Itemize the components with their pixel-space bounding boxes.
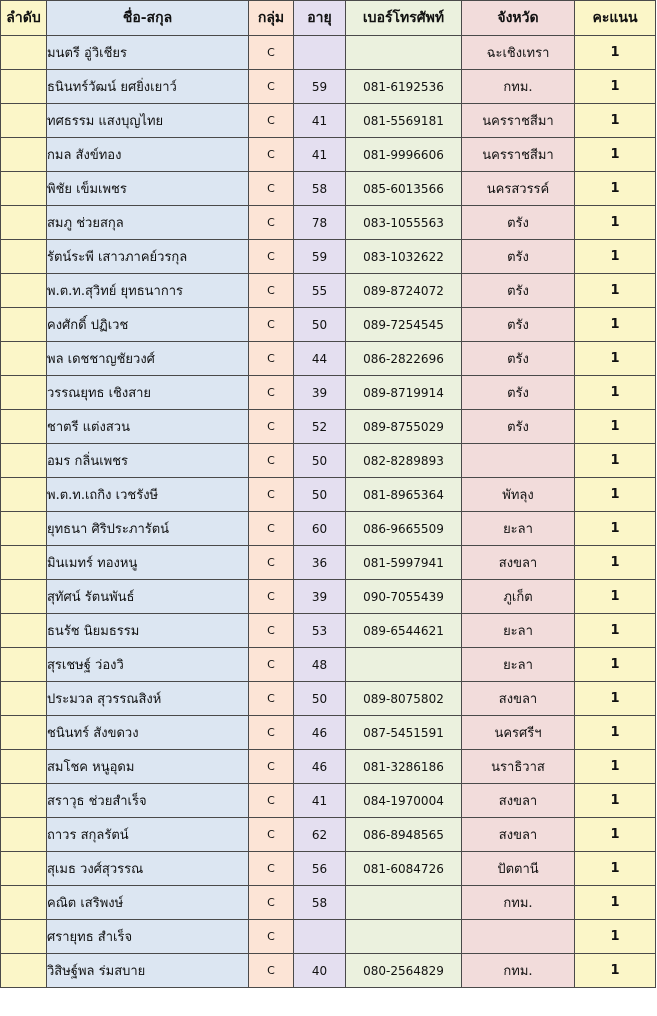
header-phone[interactable]: เบอร์โทรศัพท์ — [346, 1, 462, 36]
cell-phone[interactable]: 085-6013566 — [346, 172, 462, 206]
cell-name[interactable]: กมล สังข์ทอง — [47, 138, 249, 172]
cell-province[interactable]: ยะลา — [462, 648, 575, 682]
cell-no[interactable] — [1, 274, 47, 308]
cell-province[interactable]: สงขลา — [462, 818, 575, 852]
header-row — [1, 1, 656, 36]
cell-name[interactable]: สมภู ช่วยสกุล — [47, 206, 249, 240]
cell-score[interactable]: 1 — [575, 308, 656, 342]
cell-province[interactable]: นครสวรรค์ — [462, 172, 575, 206]
cell-group[interactable]: C — [249, 206, 294, 240]
cell-name[interactable]: คณิต เสริพงษ์ — [47, 886, 249, 920]
cell-name[interactable]: สุทัศน์ รัตนพันธ์ — [47, 580, 249, 614]
cell-no[interactable] — [1, 750, 47, 784]
cell-no[interactable] — [1, 240, 47, 274]
cell-no[interactable] — [1, 410, 47, 444]
header-province[interactable]: จังหวัด — [462, 1, 575, 36]
cell-no[interactable] — [1, 954, 47, 988]
cell-name[interactable]: สมโชค หนูอุดม — [47, 750, 249, 784]
cell-score[interactable]: 1 — [575, 716, 656, 750]
cell-age[interactable]: 48 — [294, 648, 346, 682]
cell-phone[interactable]: 080-2564829 — [346, 954, 462, 988]
cell-age[interactable]: 56 — [294, 852, 346, 886]
cell-age[interactable]: 41 — [294, 138, 346, 172]
cell-province[interactable]: ตรัง — [462, 342, 575, 376]
cell-score[interactable]: 1 — [575, 70, 656, 104]
cell-phone[interactable]: 081-9996606 — [346, 138, 462, 172]
table-row — [1, 852, 656, 886]
table-body — [1, 36, 656, 988]
cell-group[interactable]: C — [249, 478, 294, 512]
cell-age[interactable]: 40 — [294, 954, 346, 988]
header-no[interactable]: ลำดับ — [1, 1, 47, 36]
cell-phone[interactable]: 082-8289893 — [346, 444, 462, 478]
cell-phone[interactable]: 081-6084726 — [346, 852, 462, 886]
cell-province[interactable]: ตรัง — [462, 240, 575, 274]
cell-phone[interactable]: 089-8075802 — [346, 682, 462, 716]
cell-group[interactable]: C — [249, 512, 294, 546]
cell-phone[interactable]: 089-8755029 — [346, 410, 462, 444]
cell-no[interactable] — [1, 444, 47, 478]
cell-province[interactable]: ตรัง — [462, 274, 575, 308]
cell-name[interactable]: ประมวล สุวรรณสิงห์ — [47, 682, 249, 716]
cell-province[interactable]: ตรัง — [462, 206, 575, 240]
table-row — [1, 546, 656, 580]
cell-no[interactable] — [1, 138, 47, 172]
cell-province[interactable]: นครศรีฯ — [462, 716, 575, 750]
cell-age[interactable]: 44 — [294, 342, 346, 376]
cell-no[interactable] — [1, 682, 47, 716]
cell-age[interactable] — [294, 920, 346, 954]
cell-group[interactable]: C — [249, 444, 294, 478]
cell-no[interactable] — [1, 36, 47, 70]
cell-phone[interactable]: 087-5451591 — [346, 716, 462, 750]
cell-group[interactable]: C — [249, 750, 294, 784]
cell-age[interactable]: 41 — [294, 104, 346, 138]
cell-phone[interactable]: 089-7254545 — [346, 308, 462, 342]
table-row — [1, 648, 656, 682]
cell-score[interactable]: 1 — [575, 614, 656, 648]
cell-score[interactable]: 1 — [575, 274, 656, 308]
cell-name[interactable]: พล เดชชาญชัยวงศ์ — [47, 342, 249, 376]
cell-no[interactable] — [1, 716, 47, 750]
cell-no[interactable] — [1, 172, 47, 206]
table-row — [1, 104, 656, 138]
cell-age[interactable]: 39 — [294, 376, 346, 410]
table-row — [1, 342, 656, 376]
cell-phone[interactable] — [346, 648, 462, 682]
cell-no[interactable] — [1, 70, 47, 104]
cell-age[interactable]: 78 — [294, 206, 346, 240]
table-row — [1, 308, 656, 342]
cell-province[interactable]: ตรัง — [462, 308, 575, 342]
cell-score[interactable]: 1 — [575, 920, 656, 954]
table-row — [1, 512, 656, 546]
cell-score[interactable]: 1 — [575, 580, 656, 614]
cell-province[interactable]: กทม. — [462, 954, 575, 988]
cell-group[interactable]: C — [249, 954, 294, 988]
header-name[interactable]: ชื่อ-สกุล — [47, 1, 249, 36]
cell-no[interactable] — [1, 818, 47, 852]
cell-score[interactable]: 1 — [575, 784, 656, 818]
table-row — [1, 172, 656, 206]
cell-age[interactable]: 46 — [294, 750, 346, 784]
cell-no[interactable] — [1, 886, 47, 920]
cell-group[interactable]: C — [249, 410, 294, 444]
table-row — [1, 920, 656, 954]
cell-score[interactable]: 1 — [575, 512, 656, 546]
cell-phone[interactable]: 086-2822696 — [346, 342, 462, 376]
cell-group[interactable]: C — [249, 920, 294, 954]
cell-score[interactable]: 1 — [575, 240, 656, 274]
cell-province[interactable] — [462, 444, 575, 478]
cell-phone[interactable]: 089-6544621 — [346, 614, 462, 648]
cell-score[interactable]: 1 — [575, 342, 656, 376]
cell-group[interactable]: C — [249, 104, 294, 138]
cell-score[interactable]: 1 — [575, 36, 656, 70]
cell-name[interactable]: ธนินทร์วัฒน์ ยศยิ่งเยาว์ — [47, 70, 249, 104]
cell-group[interactable]: C — [249, 138, 294, 172]
cell-group[interactable]: C — [249, 70, 294, 104]
cell-phone[interactable]: 081-5997941 — [346, 546, 462, 580]
cell-score[interactable]: 1 — [575, 376, 656, 410]
cell-province[interactable]: ตรัง — [462, 410, 575, 444]
cell-province[interactable]: ภูเก็ต — [462, 580, 575, 614]
cell-province[interactable]: ฉะเชิงเทรา — [462, 36, 575, 70]
cell-score[interactable]: 1 — [575, 206, 656, 240]
cell-age[interactable]: 62 — [294, 818, 346, 852]
cell-no[interactable] — [1, 512, 47, 546]
cell-age[interactable]: 36 — [294, 546, 346, 580]
cell-province[interactable]: ยะลา — [462, 614, 575, 648]
cell-name[interactable]: มินเมทร์ ทองหนู — [47, 546, 249, 580]
table-row — [1, 682, 656, 716]
cell-name[interactable]: อมร กลิ่นเพชร — [47, 444, 249, 478]
cell-name[interactable]: ชนินทร์ สังขดวง — [47, 716, 249, 750]
cell-age[interactable]: 59 — [294, 240, 346, 274]
header-age[interactable]: อายุ — [294, 1, 346, 36]
cell-province[interactable]: นครราชสีมา — [462, 104, 575, 138]
table-row — [1, 138, 656, 172]
table-row — [1, 750, 656, 784]
cell-age[interactable]: 58 — [294, 886, 346, 920]
table-row — [1, 444, 656, 478]
cell-age[interactable]: 50 — [294, 308, 346, 342]
cell-name[interactable]: สุรเชษฐ์ ว่องวิ — [47, 648, 249, 682]
cell-age[interactable]: 39 — [294, 580, 346, 614]
cell-name[interactable]: ศรายุทธ สำเร็จ — [47, 920, 249, 954]
cell-phone[interactable]: 083-1055563 — [346, 206, 462, 240]
cell-no[interactable] — [1, 580, 47, 614]
cell-no[interactable] — [1, 852, 47, 886]
cell-no[interactable] — [1, 648, 47, 682]
cell-no[interactable] — [1, 342, 47, 376]
cell-group[interactable]: C — [249, 614, 294, 648]
cell-name[interactable]: ธนรัช นิยมธรรม — [47, 614, 249, 648]
cell-age[interactable]: 55 — [294, 274, 346, 308]
cell-group[interactable]: C — [249, 342, 294, 376]
cell-province[interactable]: นครราชสีมา — [462, 138, 575, 172]
cell-name[interactable]: พ.ต.ท.สุวิทย์ ยุทธนาการ — [47, 274, 249, 308]
cell-province[interactable]: พัทลุง — [462, 478, 575, 512]
cell-group[interactable]: C — [249, 308, 294, 342]
cell-group[interactable]: C — [249, 852, 294, 886]
cell-phone[interactable] — [346, 920, 462, 954]
cell-province[interactable]: สงขลา — [462, 682, 575, 716]
table-row — [1, 580, 656, 614]
cell-age[interactable]: 50 — [294, 444, 346, 478]
cell-group[interactable]: C — [249, 172, 294, 206]
cell-province[interactable]: ยะลา — [462, 512, 575, 546]
cell-phone[interactable]: 081-3286186 — [346, 750, 462, 784]
table-row — [1, 274, 656, 308]
cell-age[interactable]: 50 — [294, 478, 346, 512]
cell-age[interactable]: 58 — [294, 172, 346, 206]
cell-province[interactable]: กทม. — [462, 886, 575, 920]
table-row — [1, 818, 656, 852]
cell-age[interactable]: 59 — [294, 70, 346, 104]
cell-no[interactable] — [1, 376, 47, 410]
cell-group[interactable]: C — [249, 682, 294, 716]
table-row — [1, 886, 656, 920]
cell-group[interactable]: C — [249, 240, 294, 274]
table-row — [1, 70, 656, 104]
cell-phone[interactable]: 090-7055439 — [346, 580, 462, 614]
cell-phone[interactable]: 089-8719914 — [346, 376, 462, 410]
cell-score[interactable]: 1 — [575, 410, 656, 444]
cell-group[interactable]: C — [249, 580, 294, 614]
cell-group[interactable]: C — [249, 376, 294, 410]
table-row — [1, 954, 656, 988]
cell-phone[interactable]: 081-6192536 — [346, 70, 462, 104]
cell-group[interactable]: C — [249, 716, 294, 750]
cell-no[interactable] — [1, 784, 47, 818]
cell-no[interactable] — [1, 546, 47, 580]
cell-score[interactable]: 1 — [575, 682, 656, 716]
cell-name[interactable]: ทศธรรม แสงบุญไทย — [47, 104, 249, 138]
cell-name[interactable]: สราวุธ ช่วยสำเร็จ — [47, 784, 249, 818]
cell-no[interactable] — [1, 206, 47, 240]
cell-phone[interactable]: 086-9665509 — [346, 512, 462, 546]
cell-no[interactable] — [1, 308, 47, 342]
cell-no[interactable] — [1, 614, 47, 648]
cell-age[interactable]: 50 — [294, 682, 346, 716]
cell-group[interactable]: C — [249, 36, 294, 70]
cell-score[interactable]: 1 — [575, 648, 656, 682]
cell-score[interactable]: 1 — [575, 546, 656, 580]
cell-age[interactable]: 52 — [294, 410, 346, 444]
cell-no[interactable] — [1, 478, 47, 512]
cell-name[interactable]: วรรณยุทธ เชิงสาย — [47, 376, 249, 410]
cell-score[interactable]: 1 — [575, 750, 656, 784]
table-row — [1, 376, 656, 410]
cell-score[interactable]: 1 — [575, 954, 656, 988]
cell-age[interactable]: 60 — [294, 512, 346, 546]
cell-name[interactable]: คงศักดิ์ ปฏิเวช — [47, 308, 249, 342]
cell-score[interactable]: 1 — [575, 852, 656, 886]
cell-score[interactable]: 1 — [575, 478, 656, 512]
table-row — [1, 614, 656, 648]
cell-province[interactable]: ปัตตานี — [462, 852, 575, 886]
cell-name[interactable]: ยุทธนา ศิริประภารัตน์ — [47, 512, 249, 546]
cell-name[interactable]: พิชัย เข็มเพชร — [47, 172, 249, 206]
cell-province[interactable]: สงขลา — [462, 784, 575, 818]
cell-province[interactable]: กทม. — [462, 70, 575, 104]
cell-name[interactable]: พ.ต.ท.เถกิง เวชรังษี — [47, 478, 249, 512]
cell-province[interactable]: สงขลา — [462, 546, 575, 580]
cell-province[interactable]: นราธิวาส — [462, 750, 575, 784]
cell-group[interactable]: C — [249, 818, 294, 852]
cell-age[interactable]: 46 — [294, 716, 346, 750]
cell-group[interactable]: C — [249, 274, 294, 308]
cell-name[interactable]: รัตน์ระพี เสาวภาคย์วรกุล — [47, 240, 249, 274]
table-row — [1, 36, 656, 70]
table-row — [1, 410, 656, 444]
cell-age[interactable] — [294, 36, 346, 70]
cell-phone[interactable] — [346, 36, 462, 70]
cell-group[interactable]: C — [249, 648, 294, 682]
cell-group[interactable]: C — [249, 546, 294, 580]
table-row — [1, 716, 656, 750]
cell-score[interactable]: 1 — [575, 138, 656, 172]
table-row — [1, 478, 656, 512]
cell-score[interactable]: 1 — [575, 444, 656, 478]
cell-phone[interactable]: 081-8965364 — [346, 478, 462, 512]
cell-name[interactable]: มนตรี อู่วิเชียร — [47, 36, 249, 70]
cell-age[interactable]: 41 — [294, 784, 346, 818]
cell-phone[interactable]: 089-8724072 — [346, 274, 462, 308]
cell-phone[interactable]: 084-1970004 — [346, 784, 462, 818]
table-row — [1, 784, 656, 818]
cell-province[interactable] — [462, 920, 575, 954]
cell-phone[interactable]: 081-5569181 — [346, 104, 462, 138]
table-header — [1, 1, 656, 36]
header-score[interactable]: คะแนน — [575, 1, 656, 36]
cell-no[interactable] — [1, 920, 47, 954]
cell-score[interactable]: 1 — [575, 818, 656, 852]
cell-name[interactable]: วิสิษฐ์พล ร่มสบาย — [47, 954, 249, 988]
cell-score[interactable]: 1 — [575, 172, 656, 206]
cell-phone[interactable] — [346, 886, 462, 920]
cell-age[interactable]: 53 — [294, 614, 346, 648]
cell-score[interactable]: 1 — [575, 104, 656, 138]
cell-name[interactable]: ชาตรี แต่งสวน — [47, 410, 249, 444]
cell-no[interactable] — [1, 104, 47, 138]
cell-score[interactable]: 1 — [575, 886, 656, 920]
table-row — [1, 206, 656, 240]
cell-phone[interactable]: 083-1032622 — [346, 240, 462, 274]
cell-phone[interactable]: 086-8948565 — [346, 818, 462, 852]
cell-name[interactable]: ถาวร สกุลรัตน์ — [47, 818, 249, 852]
cell-province[interactable]: ตรัง — [462, 376, 575, 410]
table-row — [1, 240, 656, 274]
cell-name[interactable]: สุเมธ วงศ์สุวรรณ — [47, 852, 249, 886]
cell-group[interactable]: C — [249, 886, 294, 920]
cell-group[interactable]: C — [249, 784, 294, 818]
header-group[interactable]: กลุ่ม — [249, 1, 294, 36]
